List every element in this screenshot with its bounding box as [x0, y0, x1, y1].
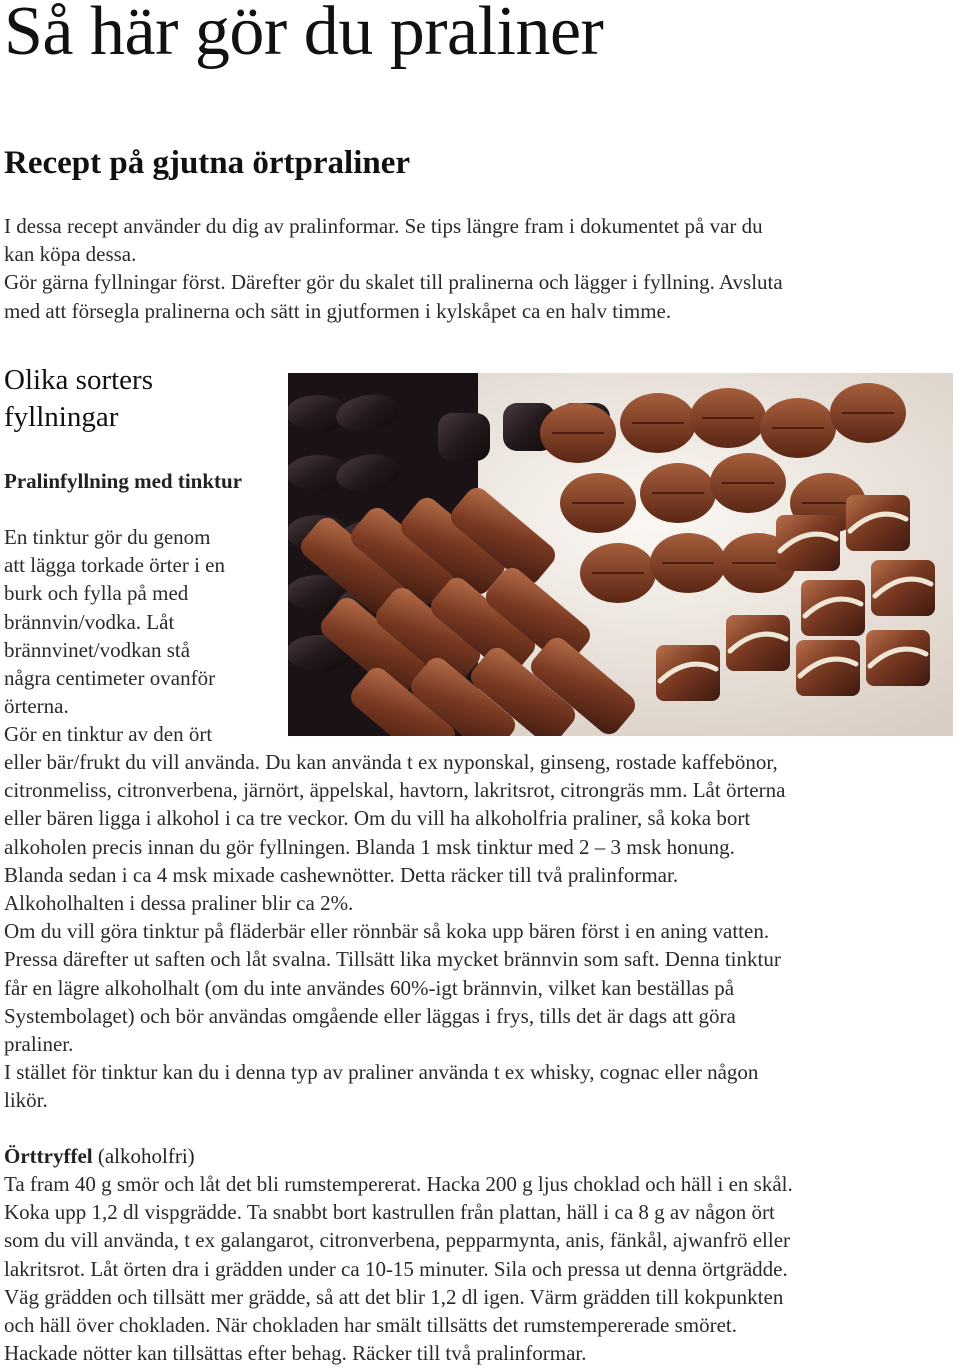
text-line: eller bär/frukt du vill använda. Du kan använda t ex nyponskal, ginseng, rostade kaffebönor,	[4, 750, 778, 774]
pralines-illustration	[288, 373, 953, 736]
text-line: Hackade nötter kan tillsättas efter behag. Räcker till två pralinformar.	[4, 1341, 587, 1366]
page-title: Så här gör du praliner	[4, 0, 604, 70]
text-line: som du vill använda, t ex galangarot, citronverbena, pepparmynta, anis, fänkål, ajwanfrö eller	[4, 1228, 791, 1253]
intro-paragraph	[4, 212, 934, 325]
text-line: Koka upp 1,2 dl vispgrädde. Ta snabbt bort kastrullen från plattan, häll i ca 8 g av någon ört	[4, 1200, 775, 1225]
text-line: och häll över chokladen. När chokladen har smält tillsätts det rumstempererade smöret.	[4, 1313, 738, 1338]
text-line: Väg grädden och tillsätt mer grädde, så att det blir 1,2 dl igen. Värm grädden till kokpunkten	[4, 1284, 784, 1309]
intro-line: med att försegla pralinerna och sätt in gjutformen i kylskåpet ca en halv timme.	[4, 298, 672, 323]
truffle-paragraph	[4, 1170, 954, 1367]
pralines-photo	[288, 373, 953, 736]
section-heading: Olika sorters fyllningar	[4, 364, 153, 433]
text-line: I stället för tinktur kan du i denna typ av praliner använda t ex whisky, cognac eller någon	[4, 1060, 759, 1085]
text-line: Gör en tinktur av den ört	[4, 722, 213, 747]
text-line: Alkoholhalten i dessa praliner blir ca 2%.	[4, 891, 354, 916]
tincture-paragraph	[4, 523, 274, 749]
recipe-heading: Recept på gjutna örtpraliner	[4, 145, 411, 181]
filling-subheading: Pralinfyllning med tinktur	[4, 469, 243, 493]
text-line: eller bären ligga i alkohol i ca tre veckor. Om du vill ha alkoholfria praliner, så koka bort	[4, 806, 751, 831]
text-line: att lägga torkade örter i en	[4, 553, 225, 578]
square-praline	[871, 560, 935, 616]
intro-line: kan köpa dessa.	[4, 242, 137, 267]
text-line: brännvinet/vodkan stå	[4, 637, 191, 662]
tincture-paragraph-continued	[4, 748, 954, 1115]
square-praline	[801, 580, 865, 636]
text-line: brännvin/vodka. Låt	[4, 609, 175, 634]
text-line: praliner.	[4, 1032, 74, 1057]
text-line: citronmeliss, citronverbena, järnört, äppelskal, havtorn, lakritsrot, citrongräs mm. Låt örterna	[4, 778, 786, 803]
square-praline	[726, 615, 790, 671]
square-praline	[776, 515, 840, 571]
text-line: får en lägre alkoholhalt (om du inte användes 60%-igt brännvin, vilket kan beställas på	[4, 975, 735, 1000]
text-line: några centimeter ovanför	[4, 666, 216, 691]
text-line: lakritsrot. Låt örten dra i grädden under ca 10-15 minuter. Sila och pressa ut denna örtgrädde.	[4, 1256, 788, 1281]
text-line: alkoholen precis innan du gör fyllningen. Blanda 1 msk tinktur med 2 – 3 msk honung.	[4, 834, 735, 859]
text-line: Blanda sedan i ca 4 msk mixade cashewnötter. Detta räcker till två pralinformar.	[4, 862, 679, 887]
text-line: Pressa därefter ut saften och låt svalna. Tillsätt lika mycket brännvin som saft. Denna tinktur	[4, 947, 781, 972]
text-line: likör.	[4, 1088, 48, 1113]
dark-praline	[438, 413, 490, 461]
truffle-subheading-bold: Örttryffel	[4, 1144, 93, 1168]
text-line: Om du vill göra tinktur på fläderbär eller rönnbär så koka upp bären först i en aning vatten.	[4, 919, 770, 944]
intro-line: I dessa recept använder du dig av pralinformar. Se tips längre fram i dokumentet på var du	[4, 214, 763, 238]
text-line: burk och fylla på med	[4, 581, 189, 606]
truffle-subheading-rest: (alkoholfri)	[92, 1144, 195, 1168]
square-praline	[656, 645, 720, 701]
truffle-subheading	[4, 1142, 195, 1170]
text-line: En tinktur gör du genom	[4, 525, 211, 549]
text-line: örterna.	[4, 694, 69, 719]
square-praline	[796, 640, 860, 696]
text-line: Ta fram 40 g smör och låt det bli rumstempererat. Hacka 200 g ljus choklad och häll i en skål.	[4, 1172, 793, 1196]
intro-line: Gör gärna fyllningar först. Därefter gör du skalet till pralinerna och lägger i fyllning. Avsluta	[4, 270, 783, 295]
square-praline	[866, 630, 930, 686]
text-line: Systembolaget) och bör användas omgående eller läggas i frys, tills det är dags att göra	[4, 1003, 736, 1028]
square-praline	[846, 495, 910, 551]
